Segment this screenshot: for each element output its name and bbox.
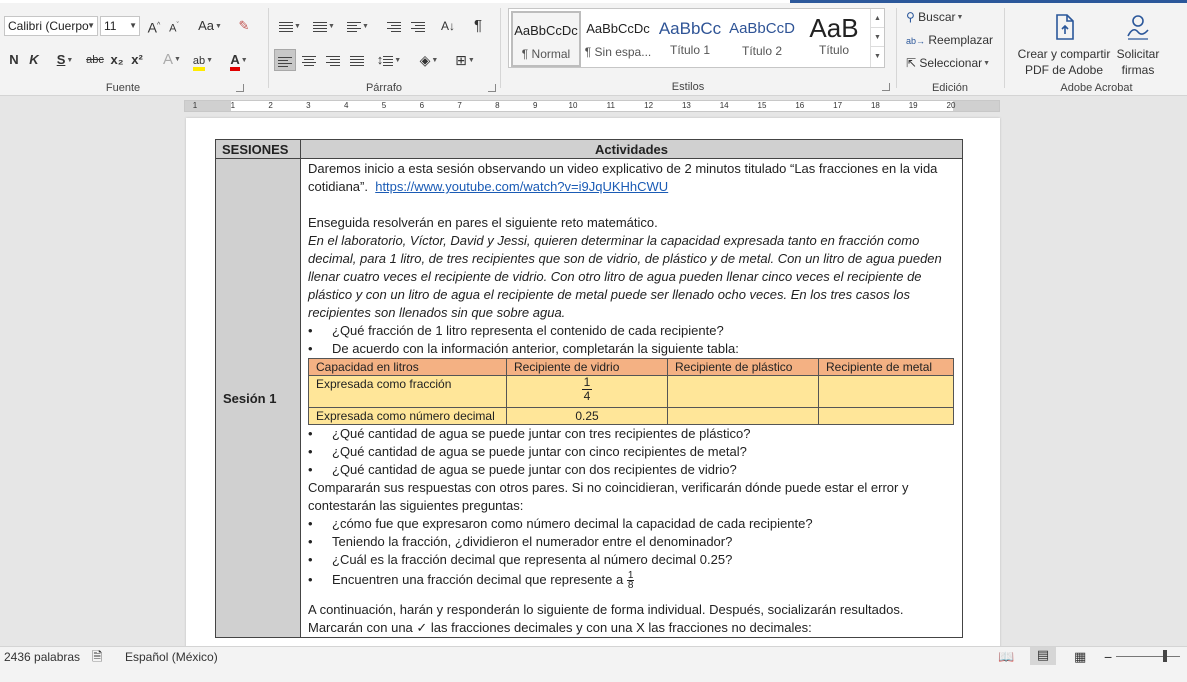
plastic-fraction-cell[interactable] bbox=[668, 376, 819, 408]
font-group bbox=[0, 4, 250, 96]
search-icon: ⚲ bbox=[906, 10, 915, 24]
sessions-table bbox=[215, 139, 963, 638]
paragraph-group-label: Párrafo bbox=[365, 82, 403, 94]
sort-icon[interactable]: A↓ bbox=[440, 19, 455, 33]
paragraph-mark: Marcarán con una ✓ las fracciones decimales y con una X las fracciones no decimales: bbox=[308, 620, 812, 635]
zoom-slider[interactable] bbox=[1116, 656, 1180, 657]
align-right-button[interactable] bbox=[322, 49, 344, 71]
request-signatures-button[interactable]: Solicitar firmas bbox=[1114, 12, 1162, 78]
header-activities: Actividades bbox=[301, 140, 963, 159]
paragraph-intro: Daremos inicio a esta sesión observando un video explicativo de 2 minutos titulado “Las fracciones en la vida cotidiana”. https://www.youtube.com/watch?v=i9JqUKHhCWU bbox=[308, 161, 938, 194]
find-button[interactable]: ⚲ Buscar▼ bbox=[906, 10, 964, 24]
metal-fraction-cell[interactable] bbox=[819, 376, 954, 408]
grow-font-button[interactable]: A^ bbox=[147, 19, 161, 36]
status-bar bbox=[0, 646, 1187, 682]
change-case-button[interactable]: Aa▼ bbox=[198, 18, 222, 33]
paragraph-dialog-launcher[interactable] bbox=[488, 84, 496, 92]
session-label: Sesión 1 bbox=[216, 159, 301, 638]
acrobat-group-label: Adobe Acrobat bbox=[1060, 82, 1133, 94]
capacity-table bbox=[308, 358, 954, 425]
plastic-decimal-cell[interactable] bbox=[668, 408, 819, 425]
ruler-tick: 8 bbox=[495, 101, 500, 110]
language-indicator[interactable]: Español (México) bbox=[125, 650, 218, 664]
shrink-font-button[interactable]: $A^ˇ$ bbox=[169, 22, 179, 35]
shading-button[interactable]: ◈▼ bbox=[419, 52, 439, 68]
ruler-tick: 9 bbox=[532, 101, 538, 110]
font-color-button[interactable]: A▼ bbox=[226, 49, 252, 71]
activities-cell[interactable] bbox=[301, 159, 963, 638]
signature-icon bbox=[1123, 12, 1153, 42]
styles-group-label: Estilos bbox=[671, 81, 705, 93]
editing-group bbox=[898, 4, 1002, 96]
bold-button[interactable]: N bbox=[9, 52, 19, 67]
read-mode-icon[interactable]: 📖 bbox=[998, 649, 1015, 664]
styles-gallery-scroll[interactable] bbox=[870, 9, 884, 67]
list-item: • Teniendo la fracción, ¿dividieron el numerador entre el denominador? bbox=[308, 533, 954, 551]
glass-fraction-cell[interactable] bbox=[507, 376, 668, 408]
ruler-tick: 5 bbox=[381, 101, 387, 110]
fraction-one-eighth: $\frac{1}{8}$ bbox=[627, 570, 634, 592]
paragraph-compare: Compararán sus respuestas con otros pares. Si no coincidieran, verificarán dónde puede estar el error y contestarán las siguientes preguntas: bbox=[308, 480, 909, 513]
ribbon-top-line bbox=[0, 0, 1187, 3]
ruler-tick: 16 bbox=[795, 101, 805, 110]
list-item: • Encuentren una fracción decimal que represente a $\frac{1}{8}$ bbox=[308, 569, 954, 591]
style-normal[interactable]: AaBbCcDc ¶ Normal bbox=[511, 11, 581, 67]
ruler-tick: 12 bbox=[644, 101, 654, 110]
ruler-tick: 18 bbox=[870, 101, 880, 110]
fraction-one-quarter: $\frac{1}{4}$ bbox=[583, 375, 591, 403]
decrease-indent-icon[interactable] bbox=[384, 15, 404, 37]
select-button[interactable]: ⇱ Seleccionar▼ bbox=[906, 56, 991, 70]
paragraph-problem: En el laboratorio, Víctor, David y Jessi, quieren determinar la capacidad expresada tanto en fracción como decimal, para 1 litro, de tres recipientes que son de vidrio, de plástico y de metal. Con un litro de agua pueden llenar cuatro veces el recipiente de vidrio. Con otro litro de agua pueden llenar cinco veces el recipiente de plástico y con un litro de agua el recipiente de metal puede ser llenado ocho veces. En los tres casos los recipientes son llenados sin que sobre agua. bbox=[308, 233, 942, 320]
ruler-tick: 1 bbox=[230, 101, 236, 110]
ruler-tick: 7 bbox=[457, 101, 462, 110]
header-sessions: SESIONES bbox=[216, 140, 301, 159]
paragraph-individual: A continuación, harán y responderán lo siguiente de forma individual. Después, socializarán resultados. bbox=[308, 602, 904, 617]
document-page[interactable] bbox=[186, 118, 1000, 648]
web-layout-icon[interactable]: ▦ bbox=[1074, 649, 1087, 664]
ruler-tick: 2 bbox=[268, 101, 273, 110]
ruler-tick: 15 bbox=[757, 101, 767, 110]
list-item: • ¿Qué cantidad de agua se puede juntar con cinco recipientes de metal? bbox=[308, 443, 954, 461]
gallery-up-icon[interactable]: ▲ bbox=[871, 9, 884, 28]
glass-decimal-cell[interactable]: 0.25 bbox=[507, 408, 668, 425]
acrobat-group bbox=[1006, 4, 1187, 96]
ruler-tick: 20 bbox=[946, 101, 956, 110]
style-heading-2[interactable]: AaBbCcD Título 2 bbox=[729, 20, 795, 58]
print-layout-icon[interactable]: ▤ bbox=[1030, 647, 1056, 665]
list-item: • ¿Qué fracción de 1 litro representa el contenido de cada recipiente? bbox=[308, 322, 954, 340]
capacity-table-header: Capacidad en litros Recipiente de vidrio Recipiente de plástico Recipiente de metal bbox=[309, 359, 954, 376]
ruler-tick: 11 bbox=[606, 101, 615, 110]
ruler-tick: 17 bbox=[833, 101, 843, 110]
align-center-button[interactable] bbox=[298, 49, 320, 71]
justify-button[interactable] bbox=[346, 49, 368, 71]
paragraph-challenge: Enseguida resolverán en pares el siguiente reto matemático. bbox=[308, 215, 658, 230]
editing-group-label: Edición bbox=[931, 82, 969, 94]
list-item: • De acuerdo con la información anterior, completarán la siguiente tabla: bbox=[308, 340, 954, 358]
styles-gallery bbox=[508, 8, 885, 68]
line-spacing-button[interactable]: ↕ ▼ bbox=[376, 52, 402, 67]
highlight-button[interactable]: ab▼ bbox=[190, 49, 216, 71]
pdf-share-icon bbox=[1049, 12, 1079, 42]
ruler-tick: 3 bbox=[306, 101, 311, 110]
align-left-button[interactable] bbox=[274, 49, 296, 71]
horizontal-ruler[interactable] bbox=[184, 100, 1000, 112]
list-item: • ¿Qué cantidad de agua se puede juntar con dos recipientes de vidrio? bbox=[308, 461, 954, 479]
borders-button[interactable]: ⊞▼ bbox=[455, 52, 475, 68]
ruler-tick: 19 bbox=[908, 101, 918, 110]
table-row: Expresada como número decimal 0.25 bbox=[309, 408, 954, 425]
ruler-tick: 10 bbox=[568, 101, 578, 110]
word-count[interactable]: 2436 palabras bbox=[4, 650, 81, 664]
list-item: • ¿Qué cantidad de agua se puede juntar con tres recipientes de plástico? bbox=[308, 425, 954, 443]
style-no-spacing[interactable]: AaBbCcDc ¶ Sin espa... bbox=[584, 21, 652, 59]
italic-button[interactable]: K bbox=[29, 52, 39, 67]
paragraph-group bbox=[270, 4, 498, 96]
font-dialog-launcher[interactable] bbox=[236, 84, 244, 92]
font-name-combo[interactable]: Calibri (Cuerpo ▼ bbox=[4, 16, 98, 36]
ruler-tick: 1 bbox=[192, 101, 198, 110]
replace-icon: ab→ bbox=[906, 36, 926, 46]
styles-dialog-launcher[interactable] bbox=[882, 83, 890, 91]
ruler-tick: 6 bbox=[419, 101, 425, 110]
video-link[interactable]: https://www.youtube.com/watch?v=i9JqUKHhCWU bbox=[375, 179, 669, 194]
numbering-button[interactable]: ▼ bbox=[310, 15, 338, 37]
create-pdf-button[interactable]: Crear y compartir PDF de Adobe bbox=[1012, 12, 1116, 78]
table-header-row bbox=[216, 140, 963, 159]
cursor-icon: ⇱ bbox=[906, 56, 917, 70]
ribbon bbox=[0, 0, 1187, 96]
font-size-combo[interactable]: 11 ▼ bbox=[100, 16, 140, 36]
multilevel-list-button[interactable]: ▼ bbox=[344, 15, 372, 37]
superscript-button[interactable]: x² bbox=[131, 52, 143, 67]
zoom-out-icon[interactable]: − bbox=[1104, 649, 1113, 665]
bullets-button[interactable]: ▼ bbox=[276, 15, 304, 37]
subscript-button[interactable]: x₂ bbox=[110, 52, 124, 67]
ruler-tick: 4 bbox=[343, 101, 349, 110]
show-marks-button[interactable]: ¶ bbox=[473, 17, 483, 34]
proofing-icon[interactable]: 🗎 bbox=[92, 649, 103, 664]
session-row bbox=[216, 159, 963, 638]
ruler-tick: 14 bbox=[719, 101, 729, 110]
style-heading-1[interactable]: AaBbCc Título 1 bbox=[658, 19, 722, 57]
text-effects-button[interactable]: A▼ bbox=[163, 51, 181, 68]
gallery-down-icon[interactable]: ▼ bbox=[871, 28, 884, 47]
metal-decimal-cell[interactable] bbox=[819, 408, 954, 425]
font-group-label: Fuente bbox=[105, 82, 141, 94]
clear-format-icon[interactable]: ✎ bbox=[238, 18, 250, 33]
strikethrough-button[interactable]: abc bbox=[86, 54, 104, 66]
table-row: Expresada como fracción $\frac{1}{4}$ bbox=[309, 376, 954, 408]
underline-button[interactable]: S▼ bbox=[56, 52, 74, 67]
increase-indent-icon[interactable] bbox=[408, 15, 428, 37]
style-title[interactable]: AaB Título bbox=[809, 13, 859, 57]
zoom-slider-thumb[interactable] bbox=[1163, 650, 1167, 662]
gallery-more-icon[interactable]: ▼ bbox=[874, 53, 881, 60]
list-item: • ¿cómo fue que expresaron como número decimal la capacidad de cada recipiente? bbox=[308, 515, 954, 533]
replace-button[interactable]: ab→ Reemplazar bbox=[906, 33, 994, 47]
list-item: • ¿Cuál es la fracción decimal que representa al número decimal 0.25? bbox=[308, 551, 954, 569]
ruler-tick: 13 bbox=[681, 101, 691, 110]
